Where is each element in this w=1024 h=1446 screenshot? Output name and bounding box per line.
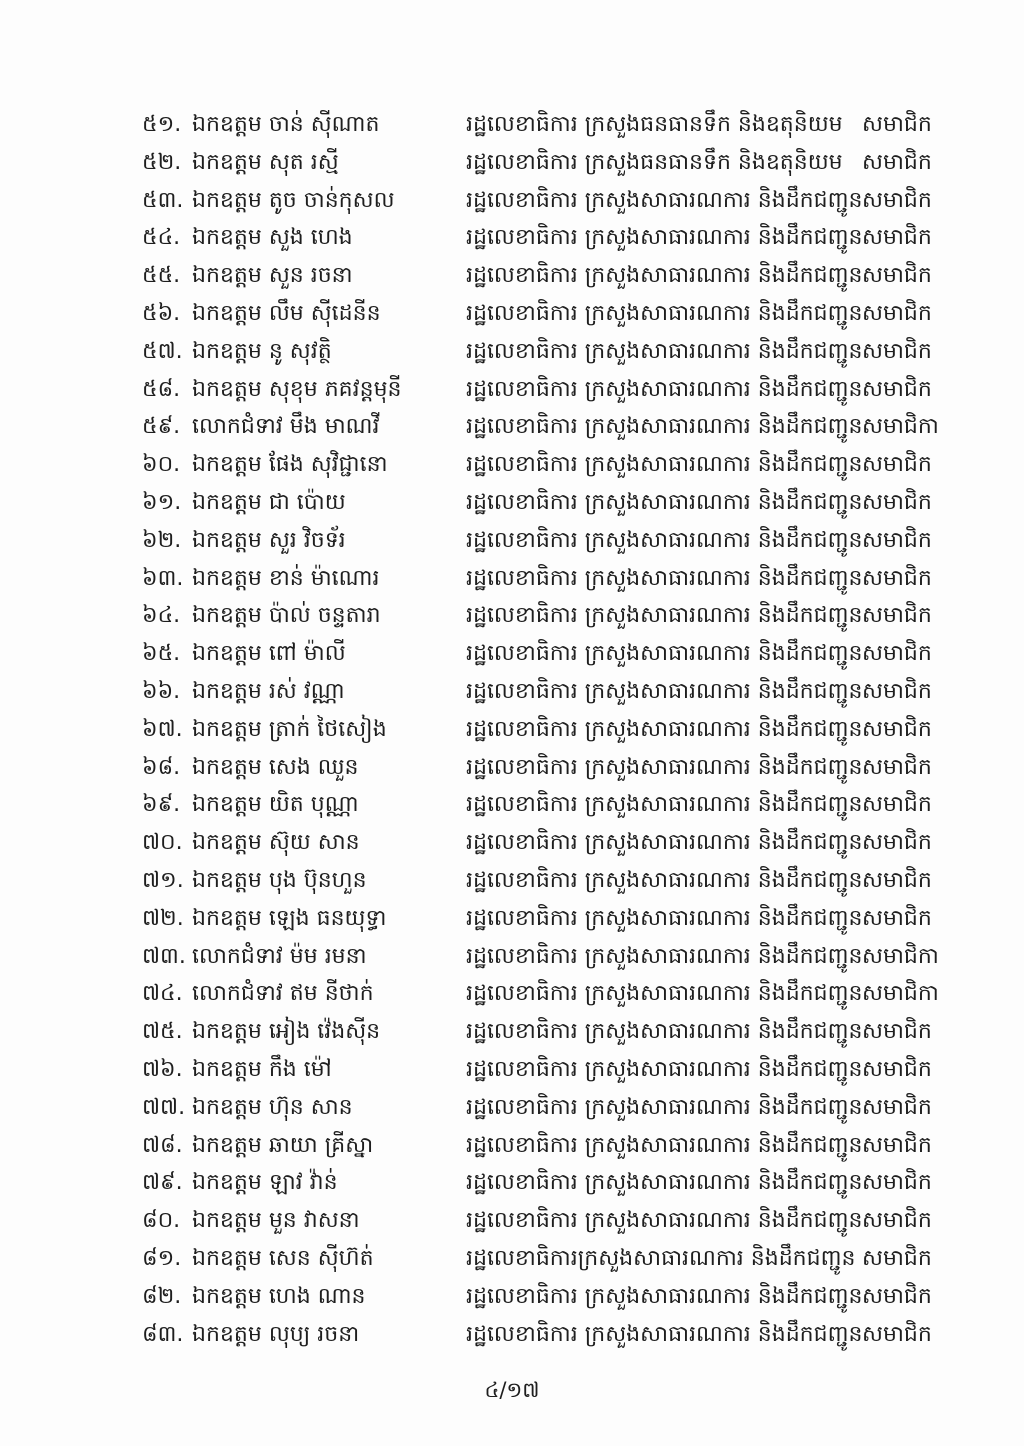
member-name: ឯកឧត្តម ផែង សុវិជ្ជានោ [192, 452, 388, 478]
member-row [0, 1013, 1024, 1051]
member-name: ឯកឧត្តម បុង ប៊ុនហួន [192, 867, 367, 893]
member-number: ៨១. [142, 1245, 182, 1271]
member-number: ៨៣. [142, 1321, 184, 1347]
member-role: សមាជិក [862, 1170, 932, 1196]
member-row [0, 560, 1024, 598]
member-row [0, 522, 1024, 560]
member-name: លោកជំទាវ មឹង មាណវី [192, 414, 380, 440]
member-role: សមាជិក [862, 1132, 932, 1158]
member-role: សមាជិក [862, 792, 932, 818]
member-name: ឯកឧត្តម ខាន់ ម៉ាណោរ [192, 565, 380, 591]
member-row [0, 900, 1024, 938]
member-position: រដ្ឋលេខាធិការ ក្រសួងសាធារណការ និងដឹកជញ្ជូន [466, 1132, 863, 1158]
member-position: រដ្ឋលេខាធិការ ក្រសួងសាធារណការ និងដឹកជញ្ជូន [466, 527, 863, 553]
member-name: ឯកឧត្តម ត្រាក់ ថៃសៀង [192, 716, 387, 742]
member-row [0, 824, 1024, 862]
member-row [0, 219, 1024, 257]
member-role: សមាជិក [862, 300, 932, 326]
member-role: សមាជិកា [862, 981, 939, 1007]
member-number: ៥២. [142, 149, 182, 175]
member-position: រដ្ឋលេខាធិការ ក្រសួងសាធារណការ និងដឹកជញ្ជូន [466, 1056, 863, 1082]
member-row [0, 1316, 1024, 1354]
member-name: លោកជំទាវ ឥម នីថាក់ [192, 981, 374, 1007]
member-name: លោកជំទាវ ម៉ម រមនា [192, 943, 367, 969]
member-number: ៧៧. [142, 1094, 186, 1120]
member-role: សមាជិក [862, 149, 932, 175]
member-position: រដ្ឋលេខាធិការ ក្រសួងសាធារណការ និងដឹកជញ្ជូន [466, 867, 863, 893]
member-number: ៦០. [142, 452, 181, 478]
member-position: រដ្ឋលេខាធិការ ក្រសួងសាធារណការ និងដឹកជញ្ជូន [466, 376, 863, 402]
member-role: សមាជិក [862, 1283, 932, 1309]
member-row [0, 408, 1024, 446]
member-role: សមាជិក [862, 716, 932, 742]
member-name: ឯកឧត្តម ស៊ុយ សាន [192, 830, 360, 856]
member-role: សមាជិកា [862, 943, 939, 969]
member-role: សមាជិក [862, 1321, 932, 1347]
member-row [0, 1127, 1024, 1165]
member-row [0, 1202, 1024, 1240]
member-position: រដ្ឋលេខាធិការ ក្រសួងសាធារណការ និងដឹកជញ្ជូន [466, 1094, 863, 1120]
member-row [0, 673, 1024, 711]
member-number: ៦៥. [142, 641, 181, 667]
member-name: ឯកឧត្តម នូ សុវត្ថិ [192, 338, 332, 364]
member-row [0, 938, 1024, 976]
member-role: សមាជិក [862, 338, 932, 364]
member-row [0, 597, 1024, 635]
member-number: ៥៩. [142, 414, 181, 440]
member-role: សមាជិក [862, 489, 932, 515]
member-name: ឯកឧត្តម មួន វាសនា [192, 1208, 360, 1234]
member-number: ៨០. [142, 1208, 181, 1234]
member-name: ឯកឧត្តម យិត បុណ្ណា [192, 792, 359, 818]
member-row [0, 1278, 1024, 1316]
member-name: ឯកឧត្តម សុត រស្មី [192, 149, 339, 175]
member-number: ៥៤. [142, 225, 181, 251]
member-name: ឯកឧត្តម លឹម ស៊ីដេនីន [192, 300, 381, 326]
member-number: ៧៥. [142, 1019, 183, 1045]
member-position: រដ្ឋលេខាធិការ ក្រសួងសាធារណការ និងដឹកជញ្ជូន [466, 603, 863, 629]
member-row [0, 446, 1024, 484]
member-name: ឯកឧត្តម ជា ប៉ោយ [192, 489, 346, 515]
member-name: ឯកឧត្តម សួរ វិចទ័រ [192, 527, 346, 553]
member-role: សមាជិក [862, 565, 932, 591]
member-name: ឯកឧត្តម តូច ចាន់កុសល [192, 187, 395, 213]
member-name: ឯកឧត្តម ហេង ណាន [192, 1283, 366, 1309]
member-position: រដ្ឋលេខាធិការ ក្រសួងសាធារណការ និងដឹកជញ្ជូន [466, 754, 863, 780]
member-position: រដ្ឋលេខាធិការ ក្រសួងសាធារណការ និងដឹកជញ្ជូន [466, 565, 863, 591]
member-row [0, 862, 1024, 900]
member-role: សមាជិក [862, 527, 932, 553]
member-name: ឯកឧត្តម សេង ឈួន [192, 754, 359, 780]
member-row [0, 1089, 1024, 1127]
member-role: សមាជិក [862, 1208, 932, 1234]
member-number: ៦១. [142, 489, 182, 515]
member-row [0, 144, 1024, 182]
member-position: រដ្ឋលេខាធិការ ក្រសួងសាធារណការ និងដឹកជញ្ជូន [466, 414, 863, 440]
member-number: ៨២. [142, 1283, 182, 1309]
member-role: សមាជិក [862, 641, 932, 667]
member-name: ឯកឧត្តម ចាន់ ស៊ីណាត [192, 112, 380, 137]
member-number: ៧៣. [142, 943, 186, 969]
member-list [0, 106, 1024, 1353]
member-position: រដ្ឋលេខាធិការ ក្រសួងសាធារណការ និងដឹកជញ្ជូន [466, 792, 863, 818]
member-role: សមាជិក [862, 225, 932, 251]
member-position: រដ្ឋលេខាធិការក្រសួងសាធារណការ និងដឹកជញ្ជូន [466, 1245, 856, 1271]
member-number: ៦២. [142, 527, 182, 553]
member-role: សមាជិក [862, 867, 932, 893]
member-row [0, 1240, 1024, 1278]
member-position: រដ្ឋលេខាធិការ ក្រសួងសាធារណការ និងដឹកជញ្ជូន [466, 943, 863, 969]
member-role: សមាជិក [862, 1019, 932, 1045]
member-role: សមាជិក [862, 678, 932, 704]
member-role: សមាជិក [862, 603, 932, 629]
member-position: រដ្ឋលេខាធិការ ក្រសួងសាធារណការ និងដឹកជញ្ជូន [466, 1019, 863, 1045]
member-number: ៦៨. [142, 754, 181, 780]
member-position: រដ្ឋលេខាធិការ ក្រសួងសាធារណការ និងដឹកជញ្ជូន [466, 187, 863, 213]
member-role: សមាជិក [862, 452, 932, 478]
member-row [0, 975, 1024, 1013]
member-position: រដ្ឋលេខាធិការ ក្រសួងសាធារណការ និងដឹកជញ្ជូន [466, 225, 863, 251]
member-role: សមាជិក [862, 754, 932, 780]
member-number: ៧៩. [142, 1170, 183, 1196]
member-row [0, 371, 1024, 409]
member-role: សមាជិក [862, 376, 932, 402]
member-row [0, 635, 1024, 673]
member-number: ៦៣. [142, 565, 184, 591]
member-name: ឯកឧត្តម អៀង វ៉េងស៊ីន [192, 1019, 381, 1045]
member-name: ឯកឧត្តម សួន រចនា [192, 263, 353, 289]
member-number: ៥៨. [142, 376, 181, 402]
member-name: ឯកឧត្តម ឡេង ធនយុទ្ធា [192, 905, 387, 931]
member-name: ឯកឧត្តម សួង ហេង [192, 225, 353, 251]
member-name: ឯកឧត្តម ប៉ាល់ ចន្ទតារា [192, 603, 381, 629]
member-position: រដ្ឋលេខាធិការ ក្រសួងសាធារណការ និងដឹកជញ្ជូន [466, 830, 863, 856]
member-position: រដ្ឋលេខាធិការ ក្រសួងសាធារណការ និងដឹកជញ្ជូន [466, 489, 863, 515]
member-role: សមាជិក [862, 1245, 932, 1271]
member-role: សមាជិក [862, 112, 932, 137]
member-row [0, 257, 1024, 295]
member-number: ៦៦. [142, 678, 181, 704]
member-number: ៧១. [142, 867, 184, 893]
member-role: សមាជិក [862, 263, 932, 289]
member-number: ៦៤. [142, 603, 181, 629]
member-row [0, 295, 1024, 333]
member-row [0, 1164, 1024, 1202]
member-position: រដ្ឋលេខាធិការ ក្រសួងសាធារណការ និងដឹកជញ្ជូន [466, 981, 863, 1007]
member-position: រដ្ឋលេខាធិការ ក្រសួងធនធានទឹក និងឧតុនិយម [466, 112, 843, 137]
member-row [0, 106, 1024, 144]
member-position: រដ្ឋលេខាធិការ ក្រសួងសាធារណការ និងដឹកជញ្ជូន [466, 300, 863, 326]
member-row [0, 333, 1024, 371]
member-row [0, 484, 1024, 522]
member-position: រដ្ឋលេខាធិការ ក្រសួងសាធារណការ និងដឹកជញ្ជូន [466, 905, 863, 931]
member-name: ឯកឧត្តម ហ៊ុន សាន [192, 1094, 353, 1120]
member-role: សមាជិកា [862, 414, 939, 440]
member-name: ឯកឧត្តម សេន ស៊ីហ៊ត់ [192, 1245, 374, 1271]
member-number: ៥៦. [142, 300, 181, 326]
member-position: រដ្ឋលេខាធិការ ក្រសួងសាធារណការ និងដឹកជញ្ជូន [466, 1208, 863, 1234]
member-name: ឯកឧត្តម កឹង ម៉ៅ [192, 1056, 332, 1082]
member-position: រដ្ឋលេខាធិការ ក្រសួងសាធារណការ និងដឹកជញ្ជូន [466, 1170, 863, 1196]
member-position: រដ្ឋលេខាធិការ ក្រសួងសាធារណការ និងដឹកជញ្ជូន [466, 452, 863, 478]
member-number: ៦៧. [142, 716, 183, 742]
member-name: ឯកឧត្តម រស់ វណ្ណា [192, 678, 345, 704]
member-row [0, 749, 1024, 787]
member-name: ឯកឧត្តម លុប្យ រចនា [192, 1321, 360, 1347]
member-role: សមាជិក [862, 905, 932, 931]
member-position: រដ្ឋលេខាធិការ ក្រសួងសាធារណការ និងដឹកជញ្ជូន [466, 263, 863, 289]
member-number: ៧៨. [142, 1132, 183, 1158]
member-role: សមាជិក [862, 1094, 932, 1120]
member-position: រដ្ឋលេខាធិការ ក្រសួងសាធារណការ និងដឹកជញ្ជូន [466, 1283, 863, 1309]
member-number: ៥៥. [142, 263, 181, 289]
member-number: ៥៧. [142, 338, 183, 364]
member-position: រដ្ឋលេខាធិការ ក្រសួងសាធារណការ និងដឹកជញ្ជូន [466, 641, 863, 667]
member-number: ៧៦. [142, 1056, 183, 1082]
member-number: ៦៩. [142, 792, 181, 818]
page-number: ៤/១៧ [484, 1378, 540, 1402]
member-position: រដ្ឋលេខាធិការ ក្រសួងធនធានទឹក និងឧតុនិយម [466, 149, 843, 175]
member-number: ៥១. [142, 112, 182, 137]
member-number: ៧០. [142, 830, 183, 856]
member-row [0, 1051, 1024, 1089]
member-row [0, 786, 1024, 824]
member-role: សមាជិក [862, 187, 932, 213]
member-position: រដ្ឋលេខាធិការ ក្រសួងសាធារណការ និងដឹកជញ្ជូន [466, 1321, 863, 1347]
member-position: រដ្ឋលេខាធិការ ក្រសួងសាធារណការ និងដឹកជញ្ជូន [466, 716, 863, 742]
member-number: ៧៤. [142, 981, 183, 1007]
member-name: ឯកឧត្តម ឆាយា គ្រីស្នា [192, 1132, 374, 1158]
member-row [0, 182, 1024, 220]
member-role: សមាជិក [862, 830, 932, 856]
member-name: ឯកឧត្តម ឡាវ វ៉ាន់ [192, 1170, 338, 1196]
member-name: ឯកឧត្តម សុខុម ភគវន្តមុនី [192, 376, 402, 402]
member-number: ៧២. [142, 905, 184, 931]
member-name: ឯកឧត្តម ពៅ ម៉ាលី [192, 641, 346, 667]
member-number: ៥៣. [142, 187, 184, 213]
member-position: រដ្ឋលេខាធិការ ក្រសួងសាធារណការ និងដឹកជញ្ជូន [466, 678, 863, 704]
member-role: សមាជិក [862, 1056, 932, 1082]
member-row [0, 711, 1024, 749]
member-position: រដ្ឋលេខាធិការ ក្រសួងសាធារណការ និងដឹកជញ្ជូន [466, 338, 863, 364]
